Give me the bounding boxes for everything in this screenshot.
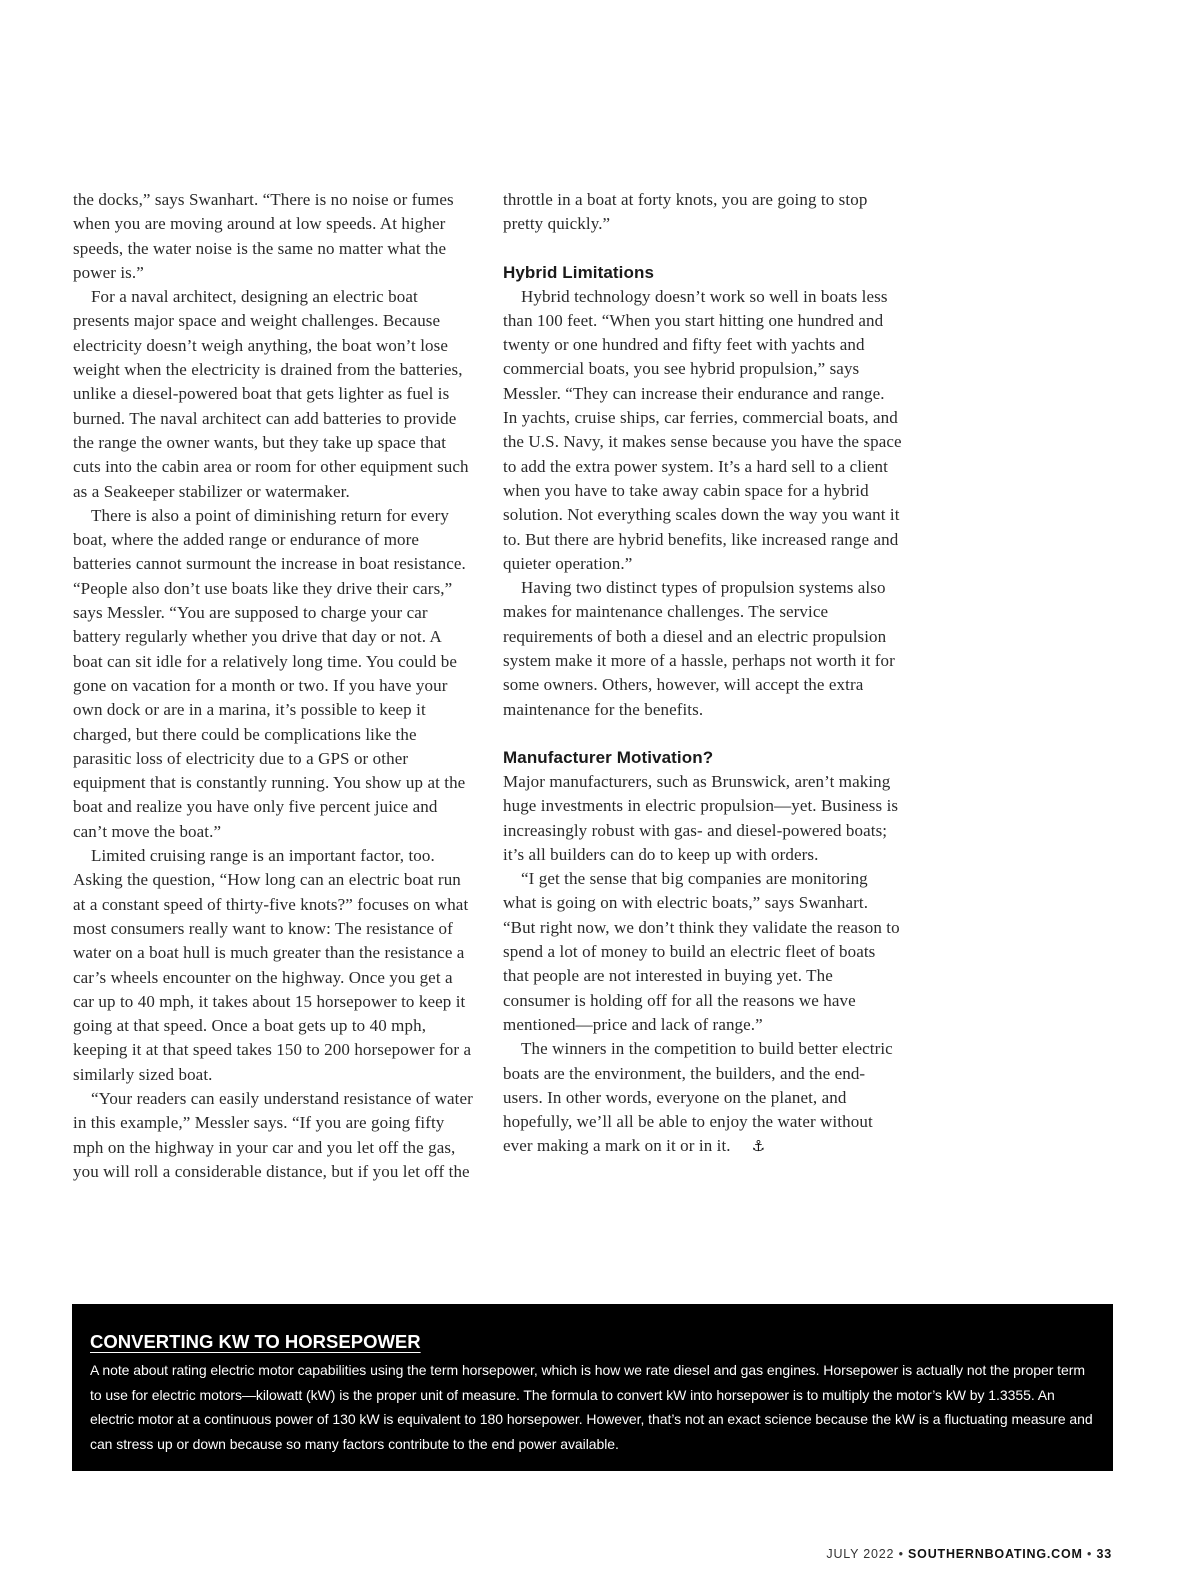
body-paragraph: For a naval architect, designing an electric boat presents major space and weight challenges. Because electricity doesn’t weigh anything, the boat won’t lose weight when the electricity is drained from the batteries, unlike a diesel-powered boat that gets lighter as fuel is burned. The naval architect can add batteries to provide the range the owner wants, but they take up space that cuts into the cabin area or room for other equipment such as a Seakeeper stabilizer or watermaker. <box>73 287 469 501</box>
page-footer <box>826 1547 1112 1561</box>
body-paragraph: “I get the sense that big companies are monitoring what is going on with electric boats,” says Swanhart. “But right now, we don’t think they validate the reason to spend a lot of money to build an electric fleet of boats that people are not interested in buying yet. The consumer is holding off for all the reasons we have mentioned—price and lack of range.” <box>503 869 900 1034</box>
body-paragraph: the docks,” says Swanhart. “There is no noise or fumes when you are moving around at low speeds. At higher speeds, the water noise is the same no matter what the power is.” <box>73 190 454 282</box>
body-paragraph: Limited cruising range is an important factor, too. Asking the question, “How long can an electric boat run at a constant speed of thirty-five knots?” focuses on what most consumers really want to know: The resistance of water on a boat hull is much greater than the resistance a car’s wheels encounter on the highway. Once you get a car up to 40 mph, it takes about 15 horsepower to keep it going at that speed. Once a boat gets up to 40 mph, keeping it at that speed takes 150 to 200 horsepower for a similarly sized boat. <box>73 846 472 1084</box>
body-paragraph: “Your readers can easily understand resistance of water in this example,” Messler says. “If you are going fifty mph on the highway in your car and you let off the gas, you will roll a considerable distance, but if you let off the <box>73 1088 473 1181</box>
right-column <box>503 188 903 1159</box>
page-number: 33 <box>1096 1547 1112 1561</box>
sidebar-title: CONVERTING KW TO HORSEPOWER <box>90 1331 421 1352</box>
sidebar-box <box>72 1304 1113 1471</box>
left-column <box>73 188 473 1184</box>
footer-date: JULY 2022 <box>826 1547 895 1561</box>
body-paragraph: Hybrid technology doesn’t work so well in boats less than 100 feet. “When you start hitting one hundred and twenty or one hundred and fifty feet with yachts and commercial boats, you see hybrid propulsion,” says Messler. “They can increase their endurance and range. In yachts, cruise ships, car ferries, commercial boats, and the U.S. Navy, it makes sense because you have the space to add the extra power system. It’s a hard sell to a client when you have to take away cabin space for a hybrid solution. Not everything scales down the way you want it to. But there are hybrid benefits, like increased range and quieter operation.” <box>503 286 902 573</box>
sidebar-body: A note about rating electric motor capabilities using the term horsepower, which is how we rate diesel and gas engines. Horsepower is actually not the proper term to use for electric motors—kilowatt (kW) is the proper unit of measure. The formula to convert kW into horsepower is to multiply the motor’s kW by 1.3355. An electric motor at a continuous power of 130 kW is equivalent to 180 horsepower. However, that’s not an exact science because the kW is a fluctuating measure and can stress up or down because so many factors contribute to the end power available. <box>90 1362 1093 1452</box>
body-paragraph: Having two distinct types of propulsion systems also makes for maintenance challenges. The service requirements of both a diesel and an electric propulsion system make it more of a hassle, perhaps not worth it for some owners. Others, however, will accept the extra maintenance for the benefits. <box>503 578 895 719</box>
footer-site: SOUTHERNBOATING.COM <box>908 1547 1083 1561</box>
footer-separator: • <box>1087 1547 1093 1561</box>
footer-separator: • <box>898 1547 904 1561</box>
body-paragraph: throttle in a boat at forty knots, you are going to stop pretty quickly.” <box>503 190 868 234</box>
section-heading-hybrid-limitations: Hybrid Limitations <box>503 262 655 282</box>
final-paragraph-text: The winners in the competition to build better electric boats are the environment, the builders, and the end-users. In other words, everyone on the planet, and hopefully, we’ll all be able to enjoy the water without ever making a mark on it or in it. <box>503 1039 893 1156</box>
body-paragraph <box>503 1037 903 1158</box>
body-paragraph: Major manufacturers, such as Brunswick, aren’t making huge investments in electric propulsion—yet. Business is increasingly robust with gas- and diesel-powered boats; it’s all builders can do to keep up with orders. <box>503 771 899 864</box>
body-paragraph: There is also a point of diminishing return for every boat, where the added range or endurance of more batteries cannot surmount the increase in boat resistance. “People also don’t use boats like they drive their cars,” says Messler. “You are supposed to charge your car battery regularly whether you drive that day or not. A boat can sit idle for a relatively long time. You could be gone on vacation for a month or two. If you have your own dock or are in a marina, it’s possible to keep it charged, but there could be complications like the parasitic loss of electricity due to a GPS or other equipment that is constantly running. You show up at the boat and realize you have only five percent juice and can’t move the boat.” <box>73 505 466 841</box>
section-heading-manufacturer-motivation: Manufacturer Motivation? <box>503 747 714 767</box>
anchor-end-mark-icon: ⚓ <box>751 1137 766 1156</box>
